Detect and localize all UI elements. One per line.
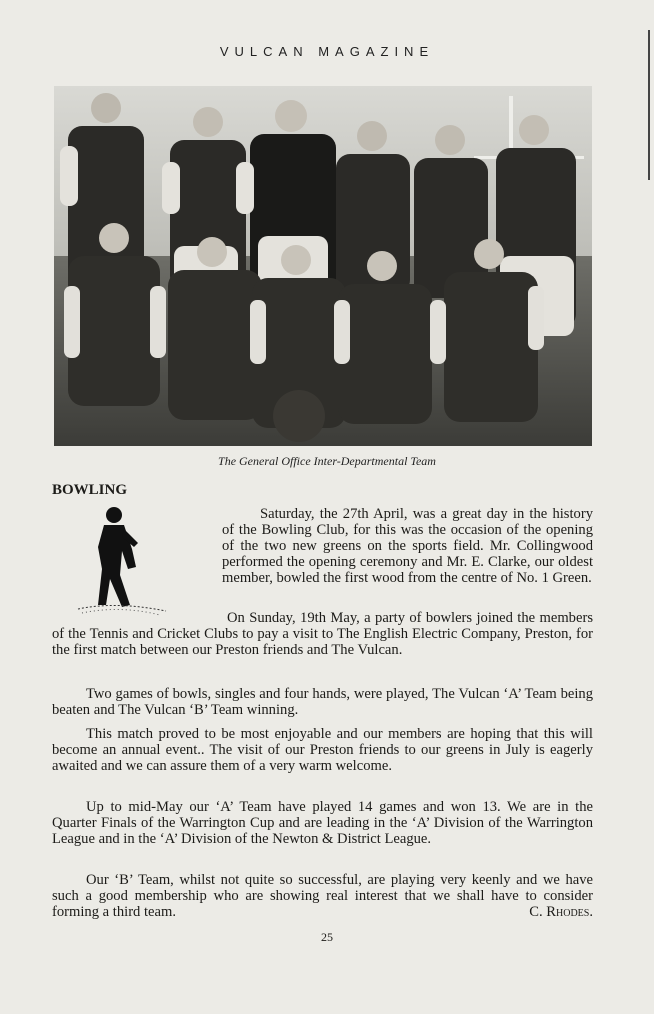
article-paragraph-5: Up to mid-May our ‘A’ Team have played 14 games and won 13. We are in the Quarter Finals of the Warrington Cup and are leading in the ‘A’ Division of the Warrington League and in the ‘A’ Division of the Newton & District League.	[52, 799, 593, 847]
article-paragraph-4: This match proved to be most enjoyable and our members are hoping that this will become an annual event.. The visit of our Preston friends to our greens in July is eagerly awaited and we can assure them of a very warm welcome.	[52, 726, 593, 774]
author-signature: C. Rhodes.	[529, 904, 593, 920]
article-paragraph-2: On Sunday, 19th May, a party of bowlers joined the members of the Tennis and Cricket Clubs to pay a visit to The English Electric Company, Preston, for the first match between our Preston friends and The Vulcan.	[52, 610, 593, 658]
photo-caption: The General Office Inter-Departmental Team	[218, 454, 436, 468]
page-number: 25	[321, 930, 333, 944]
bowler-illustration	[76, 505, 172, 619]
section-heading: BOWLING	[52, 482, 128, 498]
paragraph-6-text: Our ‘B’ Team, whilst not quite so successful, are playing very keenly and we have such a good membership who are showing real interest that we shall have to consider forming a third team.	[52, 872, 593, 920]
team-photo	[54, 86, 592, 446]
magazine-title: VULCAN MAGAZINE	[219, 44, 435, 59]
article-paragraph-1: Saturday, the 27th April, was a great day in the history of the Bowling Club, for this was the occasion of the opening of the two new greens on the sports field. Mr. Collingwood performed the opening ceremony and Mr. E. Clarke, our oldest member, bowled the first wood from the centre of No. 1 Green.	[222, 506, 593, 586]
article-paragraph-6	[52, 872, 593, 920]
article-paragraph-3: Two games of bowls, singles and four hands, were played, The Vulcan ‘A’ Team being beaten and The Vulcan ‘B’ Team winning.	[52, 686, 593, 718]
